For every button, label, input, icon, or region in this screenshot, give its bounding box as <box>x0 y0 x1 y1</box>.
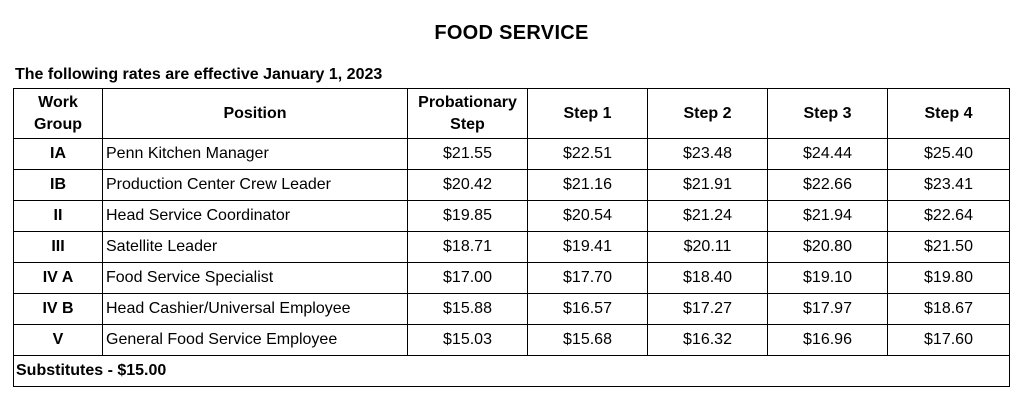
position-cell: Penn Kitchen Manager <box>103 139 408 170</box>
page-title: FOOD SERVICE <box>434 22 589 44</box>
table-row <box>14 232 1010 263</box>
work-group-cell: IV B <box>14 294 103 325</box>
position-cell: Head Cashier/Universal Employee <box>103 294 408 325</box>
header-work-group: Work Group <box>14 89 103 139</box>
table-row <box>14 139 1010 170</box>
step-1-rate-cell: $17.70 <box>528 263 648 294</box>
step-1-rate-cell: $16.57 <box>528 294 648 325</box>
position-cell: Production Center Crew Leader <box>103 170 408 201</box>
step-1-rate-cell: $21.16 <box>528 170 648 201</box>
step-2-rate-cell: $18.40 <box>648 263 768 294</box>
table-row <box>14 201 1010 232</box>
step-4-rate-cell: $25.40 <box>888 139 1010 170</box>
header-probationary-step: Probationary Step <box>408 89 528 139</box>
step-1-rate-cell: $22.51 <box>528 139 648 170</box>
probationary-rate-cell: $15.03 <box>408 325 528 356</box>
step-3-rate-cell: $19.10 <box>768 263 888 294</box>
position-cell: Head Service Coordinator <box>103 201 408 232</box>
step-2-rate-cell: $17.27 <box>648 294 768 325</box>
position-cell: Satellite Leader <box>103 232 408 263</box>
step-4-rate-cell: $21.50 <box>888 232 1010 263</box>
table-row <box>14 170 1010 201</box>
table-row <box>14 325 1010 356</box>
header-step-4: Step 4 <box>888 89 1010 139</box>
step-4-rate-cell: $23.41 <box>888 170 1010 201</box>
header-row <box>14 89 1010 139</box>
work-group-cell: IA <box>14 139 103 170</box>
step-3-rate-cell: $20.80 <box>768 232 888 263</box>
header-step-3: Step 3 <box>768 89 888 139</box>
position-cell: Food Service Specialist <box>103 263 408 294</box>
step-2-rate-cell: $21.91 <box>648 170 768 201</box>
step-1-rate-cell: $20.54 <box>528 201 648 232</box>
header-step-1: Step 1 <box>528 89 648 139</box>
work-group-cell: IV A <box>14 263 103 294</box>
step-1-rate-cell: $19.41 <box>528 232 648 263</box>
work-group-cell: IB <box>14 170 103 201</box>
substitutes-rate: Substitutes - $15.00 <box>14 356 1010 387</box>
step-3-rate-cell: $17.97 <box>768 294 888 325</box>
step-3-rate-cell: $24.44 <box>768 139 888 170</box>
work-group-cell: V <box>14 325 103 356</box>
probationary-rate-cell: $20.42 <box>408 170 528 201</box>
step-4-rate-cell: $18.67 <box>888 294 1010 325</box>
step-4-rate-cell: $19.80 <box>888 263 1010 294</box>
table-row <box>14 294 1010 325</box>
step-3-rate-cell: $21.94 <box>768 201 888 232</box>
table-row <box>14 263 1010 294</box>
rates-table <box>13 88 1010 387</box>
probationary-rate-cell: $15.88 <box>408 294 528 325</box>
step-2-rate-cell: $16.32 <box>648 325 768 356</box>
probationary-rate-cell: $19.85 <box>408 201 528 232</box>
step-1-rate-cell: $15.68 <box>528 325 648 356</box>
effective-date-note: The following rates are effective January 1, 2023 <box>15 66 383 83</box>
position-cell: General Food Service Employee <box>103 325 408 356</box>
probationary-rate-cell: $17.00 <box>408 263 528 294</box>
work-group-cell: III <box>14 232 103 263</box>
header-step-2: Step 2 <box>648 89 768 139</box>
step-4-rate-cell: $22.64 <box>888 201 1010 232</box>
step-3-rate-cell: $22.66 <box>768 170 888 201</box>
probationary-rate-cell: $21.55 <box>408 139 528 170</box>
step-2-rate-cell: $23.48 <box>648 139 768 170</box>
step-3-rate-cell: $16.96 <box>768 325 888 356</box>
step-4-rate-cell: $17.60 <box>888 325 1010 356</box>
header-position: Position <box>103 89 408 139</box>
probationary-rate-cell: $18.71 <box>408 232 528 263</box>
step-2-rate-cell: $21.24 <box>648 201 768 232</box>
work-group-cell: II <box>14 201 103 232</box>
step-2-rate-cell: $20.11 <box>648 232 768 263</box>
footer-row <box>14 356 1010 387</box>
